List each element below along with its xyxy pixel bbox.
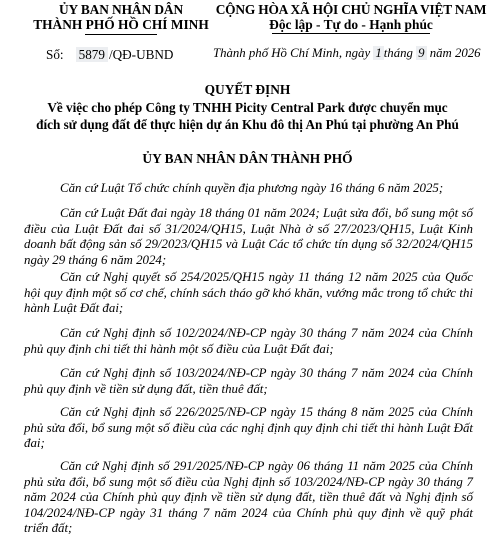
motto: Độc lập - Tự do - Hạnh phúc [269,17,433,32]
legal-basis-3: Căn cứ Nghị quyết số 254/2025/QH15 ngày 11 tháng 12 năm 2025 của Quốc hội quy định một số cơ chế, chính sách tháo gỡ khó khăn, vướng mắc trong tổ chức thi hành Luật Đất đai; [24,270,473,315]
legal-basis-4: Căn cứ Nghị định số 102/2024/NĐ-CP ngày 30 tháng 7 năm 2024 của Chính phủ quy định chi tiết thi hành một số điều của Luật Đất đai; [24,326,473,356]
issuing-agency [22,2,220,35]
date-month-word: tháng [383,46,413,60]
agency-underline [85,34,157,35]
document-subject [0,99,495,133]
issuing-authority: ỦY BAN NHÂN DÂN THÀNH PHỐ [142,151,353,166]
number-suffix: /QĐ-UBND [108,47,174,62]
number-prefix: Số: [46,47,64,62]
number-value: 5879 [76,47,108,62]
agency-line-2: THÀNH PHỐ HỒ CHÍ MINH [33,17,209,32]
legal-basis-5: Căn cứ Nghị định số 103/2024/NĐ-CP ngày 30 tháng 7 năm 2024 của Chính phủ quy định về tiền sử dụng đất, tiền thuê đất; [24,366,473,396]
legal-basis-2: Căn cứ Luật Đất đai ngày 18 tháng 01 năm 2024; Luật sửa đổi, bổ sung một số điều của Luật Đất đai số 31/2024/QH15, Luật Nhà ở số 27/2023/QH15, Luật Kinh doanh bất động sản số 29/2023/QH15 và Luật Các tổ chức tín dụng số 32/2024/QH15 ngày 29 tháng 6 năm 2024; [24,206,473,267]
country-name: CỘNG HÒA XÃ HỘI CHỦ NGHĨA VIỆT NAM [215,2,487,17]
date-day: 1 [375,46,382,60]
motto-underline [272,33,430,34]
legal-basis-7: Căn cứ Nghị định số 291/2025/NĐ-CP ngày 06 tháng 11 năm 2025 của Chính phủ sửa đổi, bổ sung một số điều của Nghị định số 103/2024/NĐ-CP ngày 30 tháng 7 năm 2024 của Chính phủ quy định về tiền sử dụng đất, tiền thuê đất và Nghị định số 104/2024/NĐ-CP ngày 31 tháng 7 năm 2024 của Chính phủ quy định về quỹ phát triển đất; [24,459,473,535]
agency-line-1: ỦY BAN NHÂN DÂN [58,2,184,17]
legal-basis-6: Căn cứ Nghị định số 226/2025/NĐ-CP ngày 15 tháng 8 năm 2025 của Chính phủ sửa đổi, bổ sung một số điều của các nghị định quy định chi tiết thi hành Luật Đất đai; [24,405,473,450]
issue-date [213,46,481,61]
document-title: QUYẾT ĐỊNH [204,82,291,97]
legal-basis-1: Căn cứ Luật Tổ chức chính quyền địa phương ngày 16 tháng 6 năm 2025; [60,181,444,195]
date-month: 9 [418,46,425,60]
national-motto [207,2,495,34]
date-prefix: Thành phố Hồ Chí Minh, ngày [213,46,371,60]
date-year-word: năm [429,46,452,60]
subject-line-1: Về việc cho phép Công ty TNHH Picity Central Park được chuyển mục [47,100,448,115]
subject-line-2: đích sử dụng đất để thực hiện dự án Khu đô thị An Phú tại phường An Phú [36,117,459,132]
document-number [46,47,173,63]
date-year: 2026 [454,46,481,60]
